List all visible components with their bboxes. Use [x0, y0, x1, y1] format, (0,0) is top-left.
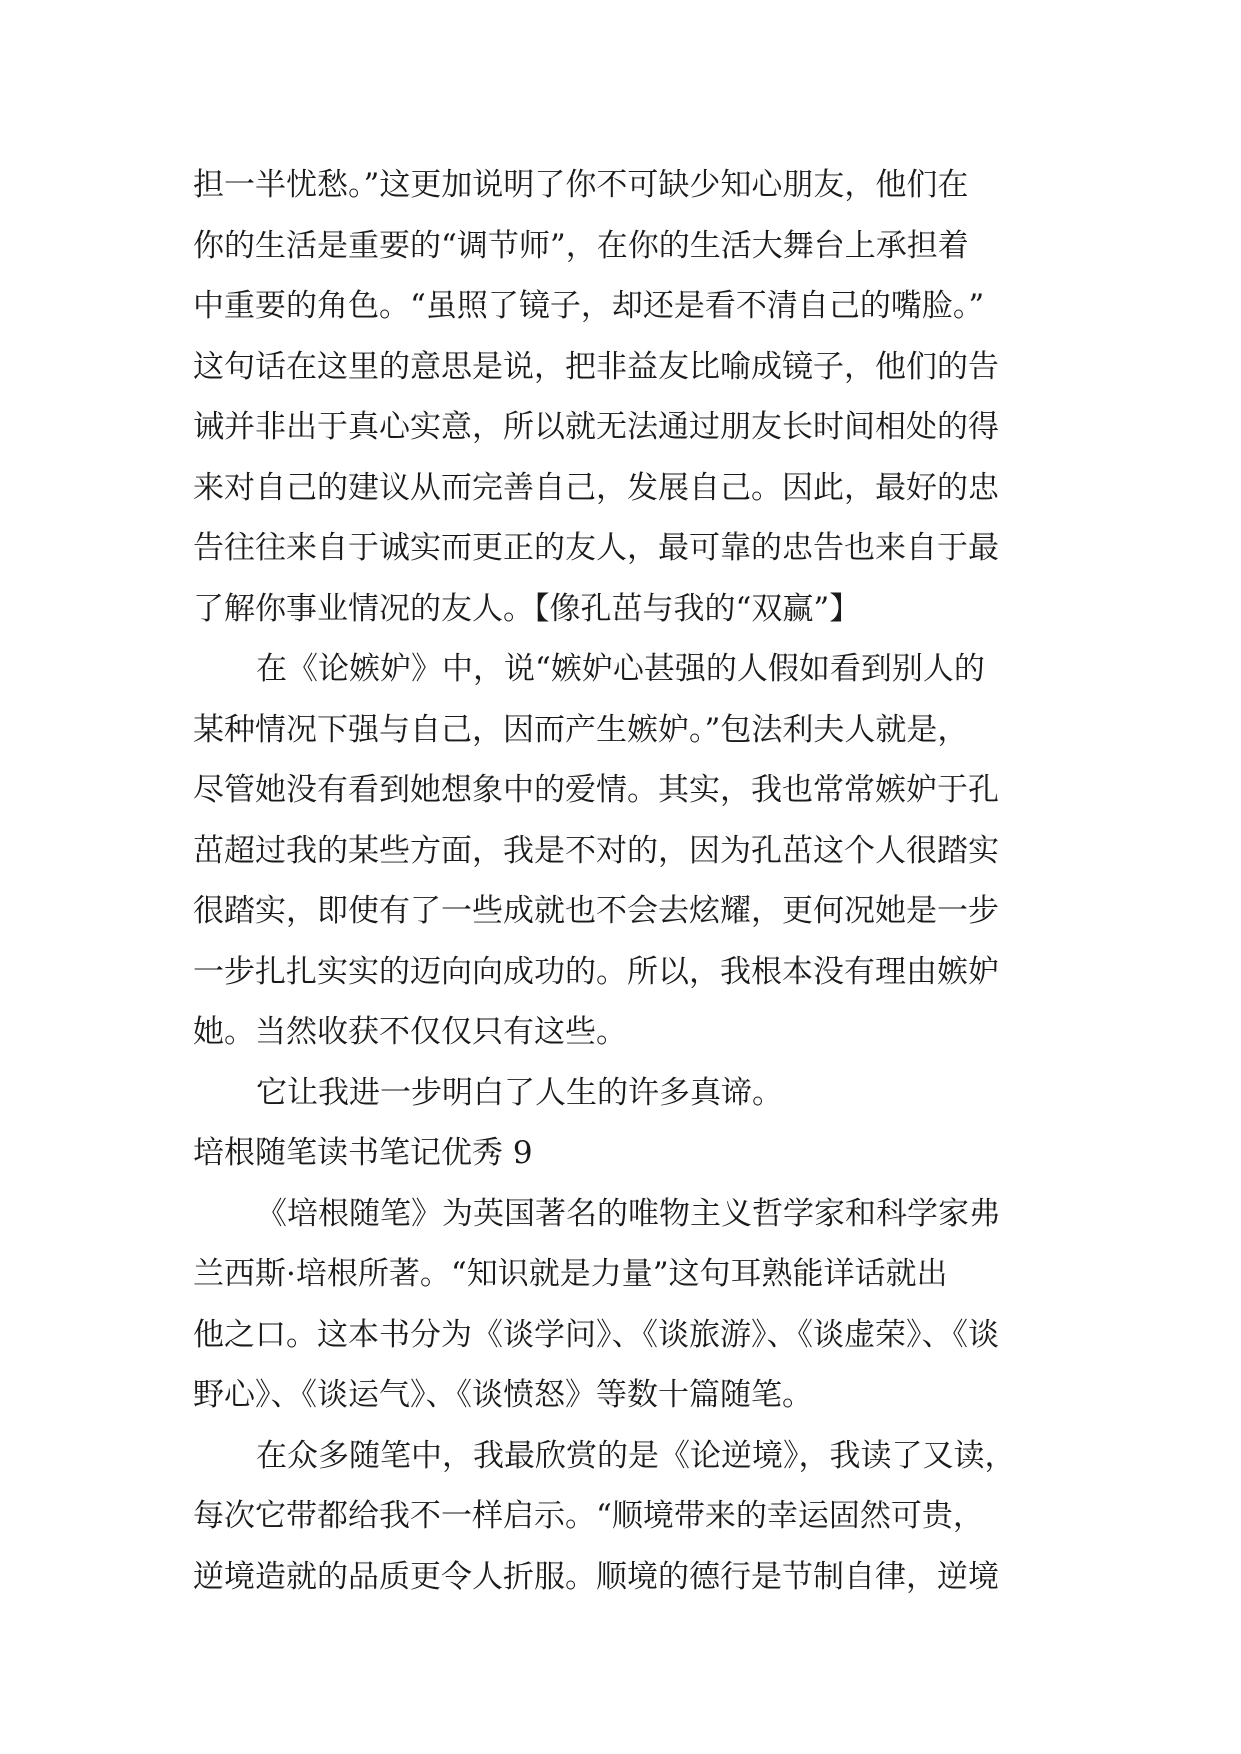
text-line: 来对自己的建议从而完善自己，发展自己。因此，最好的忠 — [193, 469, 999, 506]
text-line: 《培根随笔》为英国著名的唯物主义哲学家和科学家弗 — [256, 1195, 1000, 1232]
text-line: 告往往来自于诚实而更正的友人，最可靠的忠告也来自于最 — [193, 530, 999, 566]
text-line: 很踏实，即使有了一些成就也不会去炫耀，更何况她是一步 — [193, 893, 999, 929]
text-line: 茁超过我的某些方面，我是不对的，因为孔茁这个人很踏实 — [193, 832, 999, 869]
text-line: 野心》、《谈运气》、《谈愤怒》等数十篇随笔。 — [193, 1377, 813, 1413]
text-line: 了解你事业情况的友人。【像孔茁与我的“双赢”】 — [193, 590, 861, 627]
text-line: 每次它带都给我不一样启示。“顺境带来的幸运固然可贵， — [193, 1498, 984, 1534]
text-line: 兰西斯·培根所著。“知识就是力量”这句耳熟能详话就出 — [193, 1256, 948, 1292]
text-line: 在《论嫉妒》中，说“嫉妒心甚强的人假如看到别人的 — [256, 651, 985, 687]
text-line: 它让我进一步明白了人生的许多真谛。 — [256, 1074, 783, 1111]
text-line: 在众多随笔中，我最欣赏的是《论逆境》，我读了又读， — [256, 1437, 1016, 1474]
text-line: 逆境造就的品质更令人折服。顺境的德行是节制自律，逆境 — [193, 1558, 999, 1595]
text-line: 诫并非出于真心实意，所以就无法通过朋友长时间相处的得 — [193, 409, 999, 445]
text-line: 她。当然收获不仅仅只有这些。 — [193, 1014, 627, 1050]
text-line: 这句话在这里的意思是说，把非益友比喻成镜子，他们的告 — [193, 348, 999, 385]
text-line: 他之口。这本书分为《谈学问》、《谈旅游》、《谈虚荣》、《谈 — [193, 1316, 999, 1353]
text-line: 你的生活是重要的“调节师”，在你的生活大舞台上承担着 — [193, 227, 969, 264]
text-line: 一步扎扎实实的迈向向成功的。所以，我根本没有理由嫉妒 — [193, 953, 999, 990]
text-line: 尽管她没有看到她想象中的爱情。其实，我也常常嫉妒于孔 — [193, 772, 999, 808]
text-line: 担一半忧愁。”这更加说明了你不可缺少知心朋友，他们在 — [193, 167, 969, 203]
text-line: 中重要的角色。“虽照了镜子，却还是看不清自己的嘴脸。” — [193, 288, 985, 324]
text-line: 某种情况下强与自己，因而产生嫉妒。”包法利夫人就是， — [193, 711, 969, 748]
text-line: 培根随笔读书笔记优秀 9 — [193, 1135, 533, 1171]
body-text — [193, 155, 1053, 1607]
